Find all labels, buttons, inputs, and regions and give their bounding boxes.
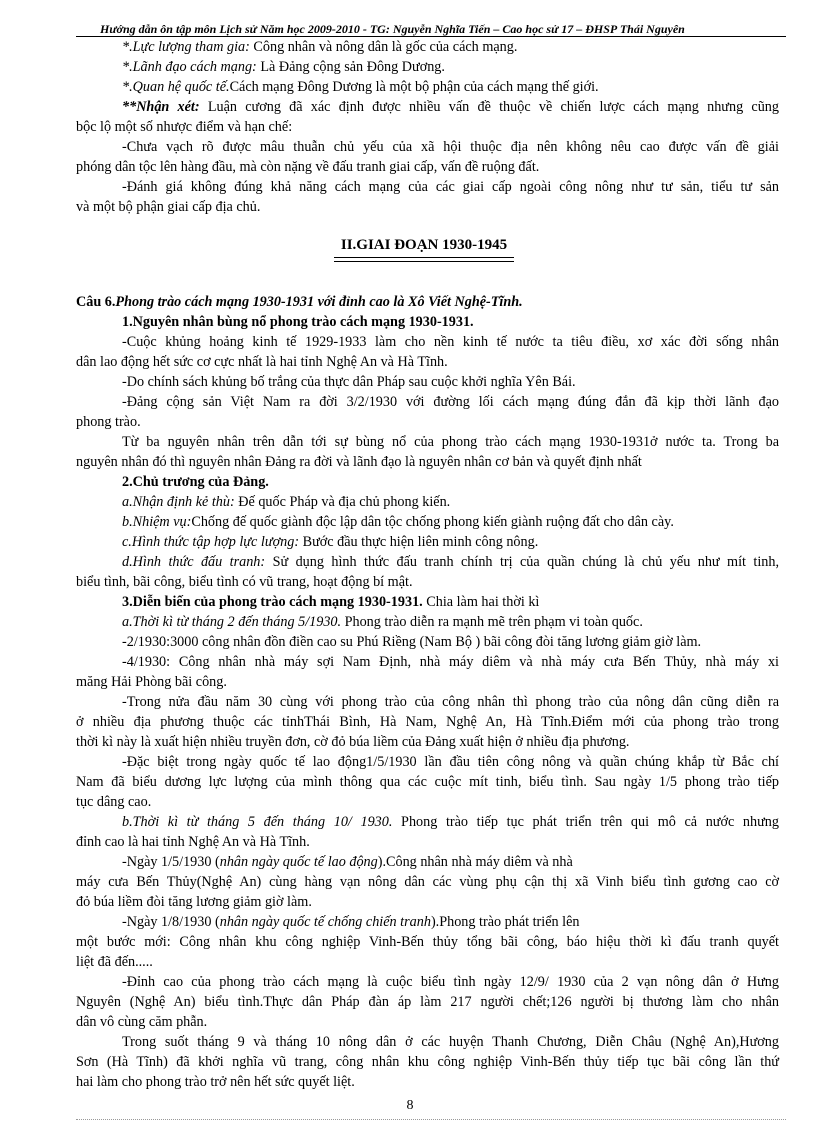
subheading: 2.Chủ trương của Đảng. <box>122 474 269 490</box>
paragraph-line: -2/1930:3000 công nhân đồn điền cao su Phú Riềng (Nam Bộ ) bãi công đòi tăng lương giảm giờ làm. <box>122 634 702 650</box>
paragraph-line <box>122 38 779 57</box>
paragraph-line: dân lao động hết sức cơ cực nhất là hai tỉnh Nghệ An và Hà Tĩnh. <box>76 354 448 370</box>
paragraph-line: -Đỉnh cao của phong trào cách mạng là cuộc biểu tình ngày 12/9/ 1930 của 2 vạn nông dân ở Hưng <box>122 974 779 990</box>
inline-text: Đế quốc Pháp và địa chủ phong kiến. <box>234 494 451 510</box>
paragraph-line: -4/1930: Công nhân nhà máy sợi Nam Định, nhà máy diêm và nhà máy cưa Bến Thủy, nhà máy xi <box>122 654 779 670</box>
inline-text: Chống đế quốc giành độc lập dân tộc chống phong kiến giành ruộng đất cho dân cày. <box>191 514 674 530</box>
paragraph-line: biểu tình, bãi công, biểu tình có vũ trang, hoạt động bí mật. <box>76 574 413 590</box>
paragraph-line: phong trào. <box>76 414 141 430</box>
inline-text: Là Đảng cộng sản Đông Dương. <box>256 59 445 75</box>
inline-text: Phong trào tiếp tục phát triển trên qui mô cả nước nhưng <box>392 814 779 830</box>
inline-label: c.Hình thức tập hợp lực lượng: <box>122 534 300 550</box>
section-title: II.GIAI ĐOẠN 1930-1945 <box>334 236 514 258</box>
inline-label: b.Thời kì từ tháng 5 đến tháng 10/ 1930. <box>122 814 393 830</box>
paragraph-line: -Cuộc khủng hoảng kinh tế 1929-1933 làm cho nền kinh tế nước ta tiêu điều, xơ xác đời sống nhân <box>122 334 779 350</box>
inline-label: b.Nhiệm vụ: <box>122 514 192 530</box>
bottom-rule <box>76 1119 786 1120</box>
paragraph-line: Nguyên (Nghệ An) biểu tình.Thực dân Pháp đàn áp làm 217 người chết;126 người bị thương làm cho nhân <box>76 994 779 1010</box>
paragraph-line: phóng dân tộc lên hàng đầu, mà còn nặng về đấu tranh giai cấp, vấn đề ruộng đất. <box>76 159 540 175</box>
paragraph-line: tục dâng cao. <box>76 794 152 810</box>
inline-italic: nhân ngày quốc tế lao động <box>219 854 378 870</box>
paragraph-line: nguyên nhân đó thì nguyên nhân Đảng ra đời và lãnh đạo là nguyên nhân cơ bản và quyết định nhất <box>76 454 642 470</box>
section-underline <box>334 261 514 262</box>
inline-text: Chia làm hai thời kì <box>422 594 540 610</box>
inline-label: *.Lãnh đạo cách mạng: <box>122 59 257 75</box>
paragraph-line <box>122 493 779 512</box>
paragraph-line: liệt đã đến..... <box>76 954 153 970</box>
inline-label: *.Quan hệ quốc tế. <box>122 79 230 95</box>
paragraph-line: hai làm cho phong trào trở nên hết sức quyết liệt. <box>76 1074 355 1090</box>
paragraph-line <box>122 513 779 532</box>
inline-text: -Ngày 1/8/1930 ( <box>122 914 220 930</box>
paragraph-line <box>122 853 779 872</box>
inline-text: Cách mạng Đông Dương là một bộ phận của cách mạng thế giới. <box>229 79 599 95</box>
paragraph-line: đỉnh cao là hai tỉnh Nghệ An và Hà Tĩnh. <box>76 834 310 850</box>
inline-text: ).Phong trào phát triển lên <box>430 914 580 930</box>
question-heading <box>76 293 779 312</box>
paragraph-line <box>122 813 779 832</box>
paragraph-line: thời kì này là xuất hiện nhiều truyền đơn, cờ đỏ búa liềm của Đảng xuất hiện ở nhiều địa phương. <box>76 734 630 750</box>
question-label: Câu 6. <box>76 294 116 310</box>
paragraph-line: ở nhiều địa phương thuộc các tỉnhThái Bình, Hà Nam, Nghệ An, Hà Tĩnh.Điểm mới của phong trào trong <box>76 714 779 730</box>
subheading: 1.Nguyên nhân bùng nổ phong trào cách mạng 1930-1931. <box>122 314 474 330</box>
paragraph-line: măng Hải Phòng bãi công. <box>76 674 227 690</box>
paragraph-line: Trong suốt tháng 9 và tháng 10 nông dân ở các huyện Thanh Chương, Diễn Châu (Nghệ An),Hương <box>122 1034 779 1050</box>
paragraph-line: một bước mới: Công nhân khu công nghiệp Vinh-Bến thủy tổng bãi công, báo hiệu thời kì đấu tranh quyết <box>76 934 779 950</box>
paragraph-line: và một bộ phận giai cấp địa chủ. <box>76 199 261 215</box>
inline-text: ).Công nhân nhà máy diêm và nhà <box>377 854 573 870</box>
paragraph-line: -Chưa vạch rõ được mâu thuẫn chủ yếu của xã hội thuộc địa nên không nêu cao được vấn đề giải <box>122 139 779 155</box>
paragraph-line: bộc lộ một số nhược điểm và hạn chế: <box>76 119 293 135</box>
paragraph-line <box>122 98 779 117</box>
paragraph-line: Từ ba nguyên nhân trên dẫn tới sự bùng nổ của phong trào cách mạng 1930-1931ở nước ta. Trong ba <box>122 434 779 450</box>
paragraph-line <box>122 533 779 552</box>
inline-text: Công nhân và nông dân là gốc của cách mạng. <box>249 39 518 55</box>
inline-label: *.Lực lượng tham gia: <box>122 39 250 55</box>
inline-label: d.Hình thức đấu tranh: <box>122 554 266 570</box>
running-header: Hướng dẫn ôn tập môn Lịch sử Năm học 2009-2010 - TG: Nguyễn Nghĩa Tiến – Cao học sử 17 – ĐHSP Thái Nguyên <box>100 22 685 36</box>
inline-label: a.Nhận định kẻ thù: <box>122 494 235 510</box>
inline-text: Luận cương đã xác định được nhiều vấn đề thuộc về chiến lược cách mạng nhưng cũng <box>199 99 779 115</box>
paragraph-line <box>122 913 779 932</box>
paragraph-line: máy cưa Bến Thủy(Nghệ An) cùng hàng vạn nông dân các vùng phụ cận thị xã Vinh biểu tình gương cao cờ <box>76 874 779 890</box>
paragraph-line: -Đặc biệt trong ngày quốc tế lao động1/5/1930 lần đầu tiên công nông và quần chúng khắp từ Bắc chí <box>122 754 779 770</box>
paragraph-line: Sơn (Hà Tĩnh) đã khởi nghĩa vũ trang, công nhân khu công nghiệp Vinh-Bến thủy tiếp tục bãi công lần thứ <box>76 1054 779 1070</box>
paragraph-line: -Trong nửa đầu năm 30 cùng với phong trào của công nhân thì phong trào của nông dân cũng diễn ra <box>122 694 779 710</box>
paragraph-line <box>122 58 779 77</box>
paragraph-line <box>122 613 779 632</box>
paragraph-line: dân vô cùng căm phẫn. <box>76 1014 208 1030</box>
question-title: Phong trào cách mạng 1930-1931 với đỉnh cao là Xô Viết Nghệ-Tĩnh. <box>115 294 523 310</box>
paragraph-line <box>122 553 779 572</box>
paragraph-line: đỏ búa liềm đòi tăng lương giảm giờ làm. <box>76 894 312 910</box>
paragraph-line: -Đảng cộng sản Việt Nam ra đời 3/2/1930 với đường lối cách mạng đúng đắn đã kịp thời lãnh đạo <box>122 394 779 410</box>
subheading <box>122 593 779 612</box>
paragraph-line: -Do chính sách khủng bố trắng của thực dân Pháp sau cuộc khởi nghĩa Yên Bái. <box>122 374 576 390</box>
header-rule <box>76 36 786 37</box>
inline-italic: nhân ngày quốc tế chống chiến tranh <box>219 914 431 930</box>
inline-label: **Nhận xét: <box>122 99 200 115</box>
inline-text: -Ngày 1/5/1930 ( <box>122 854 220 870</box>
inline-text: Bước đầu thực hiện liên minh công nông. <box>299 534 539 550</box>
inline-label: a.Thời kì từ tháng 2 đến tháng 5/1930. <box>122 614 342 630</box>
inline-text: Sử dụng hình thức đấu tranh chính trị của quần chúng là chủ yếu như mít tinh, <box>265 554 779 570</box>
subheading-text: 3.Diễn biến của phong trào cách mạng 1930-1931. <box>122 594 423 610</box>
paragraph-line: Nam đã biểu dương lực lượng của mình thông qua các cuộc mít tinh, biểu tình. Sau ngày 1/5 phong trào tiếp <box>76 774 779 790</box>
paragraph-line: -Đánh giá không đúng khả năng cách mạng của các giai cấp ngoài công nông như tư sản, tiểu tư sản <box>122 179 779 195</box>
page-number: 8 <box>406 1098 414 1113</box>
inline-text: Phong trào diễn ra mạnh mẽ trên phạm vi toàn quốc. <box>341 614 643 630</box>
paragraph-line <box>122 78 779 97</box>
